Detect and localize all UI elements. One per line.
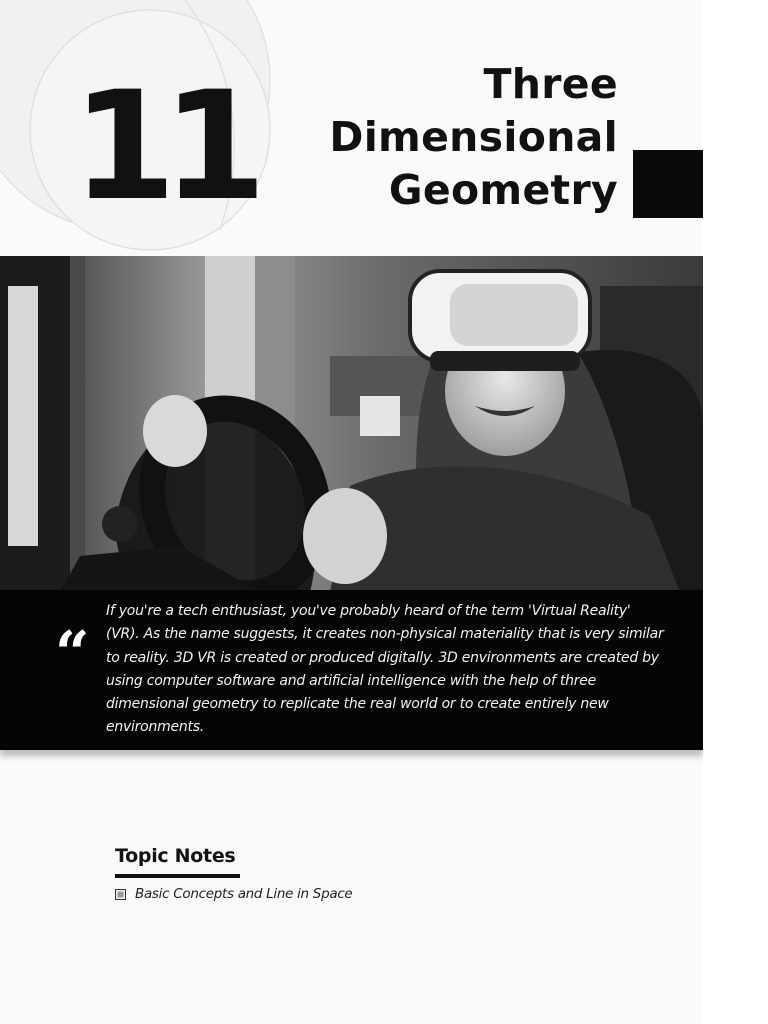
checkbox-icon — [115, 889, 126, 900]
chapter-number: 11 — [72, 60, 253, 234]
intro-quote-text: If you're a tech enthusiast, you've probably heard of the term 'Virtual Reality' (VR). As the name suggests, it creates non-physical materiality that is very similar to reality. 3D VR is created or produced digitally. 3D environments are created by using computer software and artificial intelligence with the help of three dimensional geometry to replicate the real world or to create entirely new environments. — [106, 603, 664, 736]
vr-photo — [0, 256, 703, 592]
page-margin — [703, 0, 768, 1024]
title-line-2: Dimensional — [329, 113, 618, 161]
quote-mark-icon: “ — [55, 619, 90, 689]
topic-list-item — [115, 886, 352, 902]
topic-notes-underline — [115, 874, 240, 878]
title-line-3: Geometry — [388, 166, 618, 214]
title-line-1: Three — [483, 60, 618, 108]
chapter-title — [329, 58, 618, 217]
title-accent-block — [633, 150, 703, 218]
topic-notes-heading: Topic Notes — [115, 845, 236, 867]
topic-item-label: Basic Concepts and Line in Space — [135, 886, 353, 902]
